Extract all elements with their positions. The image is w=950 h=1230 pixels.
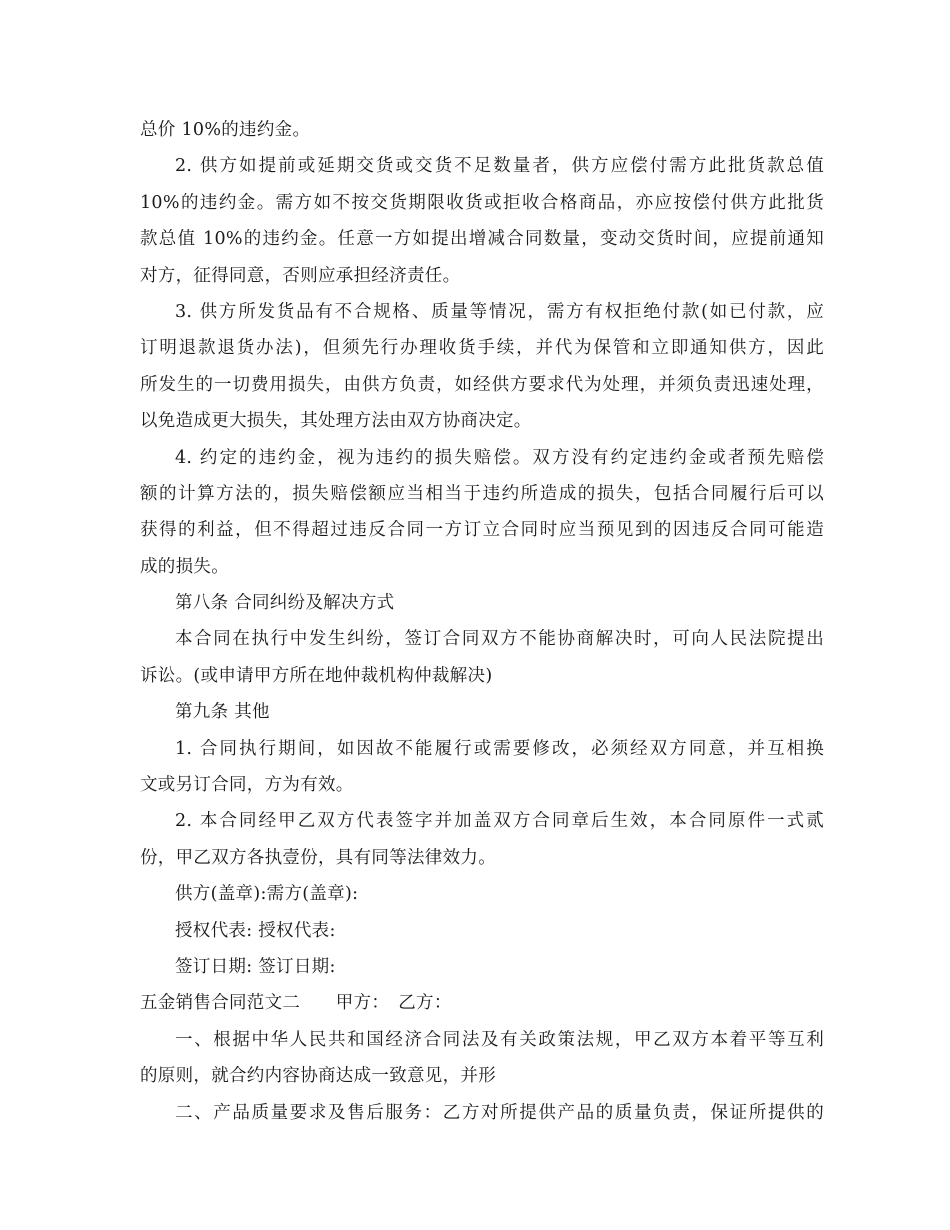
text-line: 份，甲乙双方各执壹份，具有同等法律效力。 (140, 847, 496, 868)
text-line: 的原则，就合约内容协商达成一致意见，并形 (140, 1066, 496, 1087)
text-line: 第八条 合同纠纷及解决方式 (175, 593, 395, 614)
text-line: 签订日期: 签订日期: (175, 956, 336, 977)
text-line: 额的计算方法的，损失赔偿额应当相当于违约所造成的损失，包括合同履行后可以 (140, 483, 824, 504)
text-line: 所发生的一切费用损失，由供方负责，如经供方要求代为处理，并须负责迅速处理， (140, 374, 824, 395)
text-line: 二、产品质量要求及售后服务：乙方对所提供产品的质量负责，保证所提供的 (175, 1102, 824, 1123)
text-line: 以免造成更大损失，其处理方法由双方协商决定。 (140, 411, 532, 432)
text-line: 2. 本合同经甲乙双方代表签字并加盖双方合同章后生效，本合同原件一式贰 (175, 811, 824, 832)
text-line: 一、根据中华人民共和国经济合同法及有关政策法规，甲乙双方本着平等互利 (175, 1029, 824, 1050)
text-line: 款总值 10%的违约金。任意一方如提出增减合同数量，变动交货时间，应提前通知 (140, 229, 824, 250)
text-line: 成的损失。 (140, 556, 229, 577)
text-line: 4. 约定的违约金，视为违约的损失赔偿。双方没有约定违约金或者预先赔偿 (175, 447, 824, 468)
text-line: 总价 10%的违约金。 (140, 120, 311, 140)
text-line: 订明退款退货办法)，但须先行办理收货手续，并代为保管和立即通知供方，因此 (140, 338, 824, 359)
text-line: 10%的违约金。需方如不按交货期限收货或拒收合格商品，亦应按偿付供方此批货 (140, 192, 824, 213)
text-line: 本合同在执行中发生纠纷，签订合同双方不能协商解决时，可向人民法院提出 (175, 629, 824, 650)
text-line: 2. 供方如提前或延期交货或交货不足数量者，供方应偿付需方此批货款总值 (175, 156, 824, 177)
text-line: 3. 供方所发货品有不合规格、质量等情况，需方有权拒绝付款(如已付款，应 (175, 301, 824, 322)
text-line: 诉讼。(或申请甲方所在地仲裁机构仲裁解决) (140, 665, 493, 686)
document-page (140, 112, 824, 1131)
text-line: 获得的利益，但不得超过违反合同一方订立合同时应当预见到的因违反合同可能造 (140, 520, 824, 541)
text-line: 授权代表: 授权代表: (175, 920, 336, 941)
text-line: 供方(盖章):需方(盖章): (175, 884, 359, 905)
text-line: 1. 合同执行期间，如因故不能履行或需要修改，必须经双方同意，并互相换 (175, 738, 824, 759)
text-line: 文或另订合同，方为有效。 (140, 775, 354, 796)
text-line: 对方，征得同意，否则应承担经济责任。 (140, 265, 461, 286)
text-line: 五金销售合同范文二 甲方： 乙方： (140, 993, 452, 1014)
text-line: 第九条 其他 (175, 702, 270, 723)
document-body (140, 112, 824, 1131)
